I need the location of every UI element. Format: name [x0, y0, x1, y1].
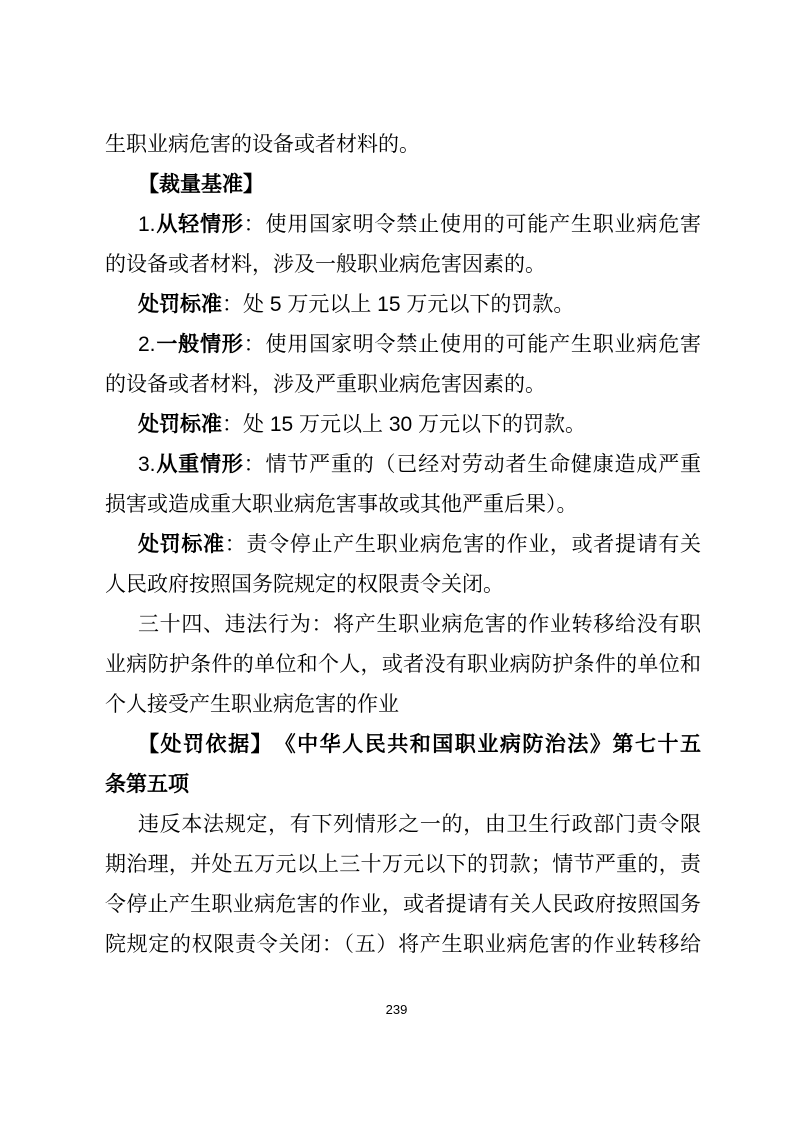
text-line [105, 125, 701, 165]
text-segment: 的设备或者材料，涉及一般职业病危害因素的。 [105, 253, 546, 276]
text-segment: 1. [138, 213, 156, 236]
text-line [105, 605, 701, 645]
text-segment: 生职业病危害的设备或者材料的。 [105, 133, 420, 156]
bold-text-segment: 从重情形 [155, 453, 244, 476]
text-line [105, 645, 701, 685]
text-segment: 人民政府按照国务院规定的权限责令关闭。 [105, 573, 504, 596]
bold-text-segment: 从轻情形 [155, 213, 244, 236]
bold-text-segment: 一般情形 [155, 333, 244, 356]
bold-text-segment: 【裁量基准】 [138, 173, 264, 196]
document-content [105, 125, 701, 965]
text-segment: 3. [138, 453, 156, 476]
text-segment: ：使用国家明令禁止使用的可能产生职业病危害 [243, 333, 702, 356]
text-segment: 令停止产生职业病危害的作业，或者提请有关人民政府按照国务 [105, 893, 701, 916]
text-line [105, 245, 701, 285]
bold-text-segment: 处罚标准 [138, 293, 222, 316]
text-segment: ：责令停止产生职业病危害的作业，或者提请有关 [224, 533, 702, 556]
text-line [105, 445, 701, 485]
text-line [105, 405, 701, 445]
bold-text-segment: 处罚标准 [138, 533, 225, 556]
text-line [105, 205, 701, 245]
text-line [105, 845, 701, 885]
bold-text-segment: 【处罚依据】 《中华人民共和国职业病防治法》第七十五 [138, 733, 701, 756]
text-segment: 损害或造成重大职业病危害事故或其他严重后果）。 [105, 493, 578, 516]
text-segment: 个人接受产生职业病危害的作业 [105, 693, 399, 716]
text-line [105, 685, 701, 725]
text-segment: ：处 5 万元以上 15 万元以下的罚款。 [222, 293, 575, 316]
text-segment: ：处 15 万元以上 30 万元以下的罚款。 [222, 413, 587, 436]
text-segment: ：使用国家明令禁止使用的可能产生职业病危害 [243, 213, 702, 236]
text-segment: 业病防护条件的单位和个人，或者没有职业病防护条件的单位和 [105, 653, 701, 676]
text-line [105, 725, 701, 765]
bold-text-segment: 条第五项 [105, 773, 189, 796]
text-segment: 的设备或者材料，涉及严重职业病危害因素的。 [105, 373, 546, 396]
text-line [105, 325, 701, 365]
text-line [105, 165, 701, 205]
text-line [105, 765, 701, 805]
text-line [105, 885, 701, 925]
text-line [105, 925, 701, 965]
text-line [105, 485, 701, 525]
text-line [105, 805, 701, 845]
bold-text-segment: 处罚标准 [138, 413, 222, 436]
text-line [105, 525, 701, 565]
page-number: 239 [385, 1002, 408, 1017]
text-segment: 期治理，并处五万元以上三十万元以下的罚款；情节严重的，责 [105, 853, 701, 876]
text-segment: 三十四、违法行为：将产生职业病危害的作业转移给没有职 [138, 613, 701, 636]
text-line [105, 285, 701, 325]
text-segment: 院规定的权限责令关闭：（五）将产生职业病危害的作业转移给 [105, 933, 701, 956]
text-segment: ：情节严重的（已经对劳动者生命健康造成严重 [243, 453, 702, 476]
text-segment: 违反本法规定，有下列情形之一的，由卫生行政部门责令限 [138, 813, 701, 836]
text-segment: 2. [138, 333, 156, 356]
text-line [105, 365, 701, 405]
text-line [105, 565, 701, 605]
